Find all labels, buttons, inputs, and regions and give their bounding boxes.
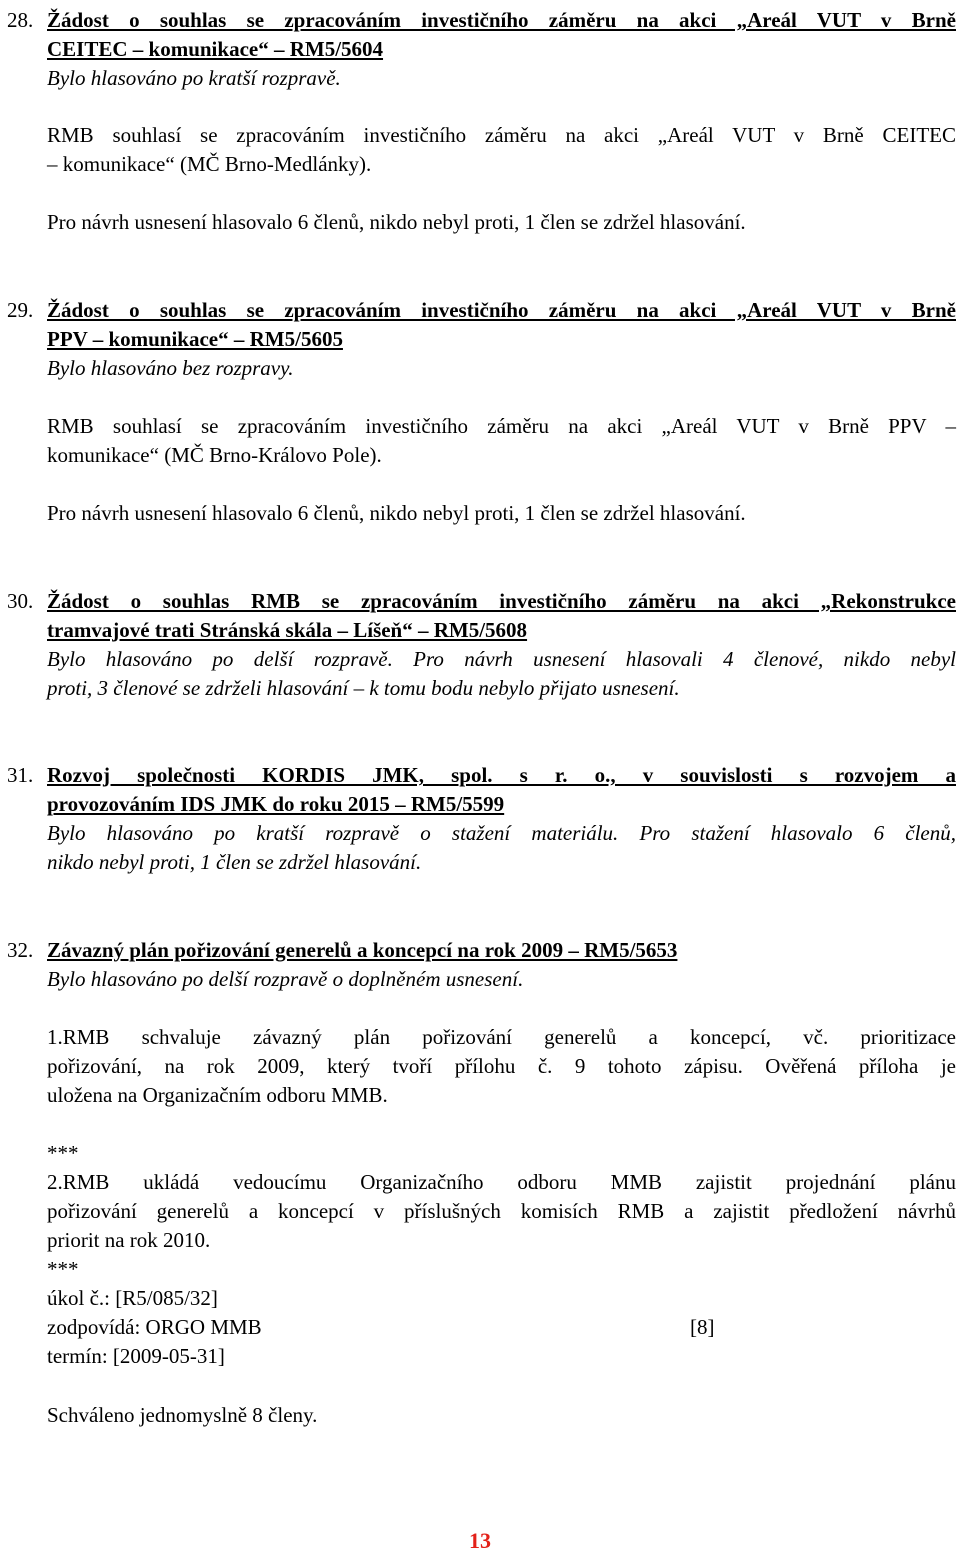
vote-result: Pro návrh usnesení hlasovalo 6 členů, nikdo nebyl proti, 1 člen se zdržel hlasování. <box>47 210 746 234</box>
item-number: 30. <box>7 589 34 613</box>
resolution-text: RMB souhlasí se zpracováním investičního záměru na akci „Areál VUT v Brně CEITEC <box>47 123 956 147</box>
voting-note: Bylo hlasováno bez rozpravy. <box>47 356 294 380</box>
responsible-count: [8] <box>690 1315 715 1339</box>
vote-result: Pro návrh usnesení hlasovalo 6 členů, nikdo nebyl proti, 1 člen se zdržel hlasování. <box>47 501 746 525</box>
resolution-text: RMB souhlasí se zpracováním investičního záměru na akci „Areál VUT v Brně PPV – <box>47 414 956 438</box>
item-29-resolution <box>0 412 960 470</box>
page-number: 13 <box>469 1528 491 1553</box>
voting-note: Bylo hlasováno po delší rozpravě. Pro návrh usnesení hlasovali 4 členové, nikdo nebyl <box>47 647 956 671</box>
voting-note: Bylo hlasováno po delší rozpravě o doplněném usnesení. <box>47 967 524 991</box>
item-28-vote <box>0 208 960 237</box>
item-32-resolution-1 <box>0 1023 960 1110</box>
item-number: 29. <box>7 298 34 322</box>
item-title-line: Žádost o souhlas se zpracováním investičního záměru na akci „Areál VUT v Brně <box>47 8 956 32</box>
item-title-line: Rozvoj společnosti KORDIS JMK, spol. s r. o., v souvislosti s rozvojem a <box>47 763 956 787</box>
item-number: 28. <box>7 8 34 32</box>
item-title-line: Závazný plán pořizování generelů a koncepcí na rok 2009 – RM5/5653 <box>47 938 678 962</box>
item-29 <box>0 296 960 383</box>
resolution-text: 1.RMB schvaluje závazný plán pořizování generelů a koncepcí, vč. prioritizace <box>47 1025 956 1049</box>
item-29-vote <box>0 499 960 528</box>
voting-note: Bylo hlasováno po kratší rozpravě. <box>47 66 341 90</box>
item-32-approval <box>0 1401 960 1430</box>
voting-note: proti, 3 členové se zdrželi hlasování – k tomu bodu nebylo přijato usnesení. <box>47 676 680 700</box>
item-title-line: Žádost o souhlas RMB se zpracováním investičního záměru na akci „Rekonstrukce <box>47 589 956 613</box>
voting-note: Bylo hlasováno po kratší rozpravě o stažení materiálu. Pro stažení hlasovalo 6 členů, <box>47 821 956 845</box>
item-31 <box>0 761 960 877</box>
separator-stars: *** <box>47 1141 79 1165</box>
resolution-text: pořizování generelů a koncepcí v příslušných komisích RMB a zajistit předložení návrhů <box>47 1199 956 1223</box>
item-title-line: CEITEC – komunikace“ – RM5/5604 <box>47 37 384 61</box>
voting-note: nikdo nebyl proti, 1 člen se zdržel hlasování. <box>47 850 422 874</box>
item-30 <box>0 587 960 703</box>
item-title-line: Žádost o souhlas se zpracováním investičního záměru na akci „Areál VUT v Brně <box>47 298 956 322</box>
resolution-text: pořizování, na rok 2009, který tvoří přílohu č. 9 tohoto zápisu. Ověřená příloha je <box>47 1054 956 1078</box>
resolution-text: 2.RMB ukládá vedoucímu Organizačního odboru MMB zajistit projednání plánu <box>47 1170 956 1194</box>
approval-result: Schváleno jednomyslně 8 členy. <box>47 1403 318 1427</box>
item-number: 31. <box>7 763 34 787</box>
item-32-resolution-2 <box>0 1139 960 1371</box>
item-28 <box>0 6 960 93</box>
resolution-text: komunikace“ (MČ Brno-Královo Pole). <box>47 443 382 467</box>
deadline: termín: [2009-05-31] <box>47 1344 225 1368</box>
resolution-text: – komunikace“ (MČ Brno-Medlánky). <box>47 152 372 176</box>
resolution-text: priorit na rok 2010. <box>47 1228 211 1252</box>
item-number: 32. <box>7 938 34 962</box>
item-title-line: tramvajové trati Stránská skála – Líšeň“ – RM5/5608 <box>47 618 528 642</box>
item-32 <box>0 936 960 994</box>
responsible: zodpovídá: ORGO MMB <box>47 1315 262 1339</box>
item-title-line: provozováním IDS JMK do roku 2015 – RM5/5599 <box>47 792 505 816</box>
task-id: úkol č.: [R5/085/32] <box>47 1286 218 1310</box>
item-title-line: PPV – komunikace“ – RM5/5605 <box>47 327 343 351</box>
resolution-text: uložena na Organizačním odboru MMB. <box>47 1083 388 1107</box>
separator-stars: *** <box>47 1257 79 1281</box>
item-28-resolution <box>0 121 960 179</box>
